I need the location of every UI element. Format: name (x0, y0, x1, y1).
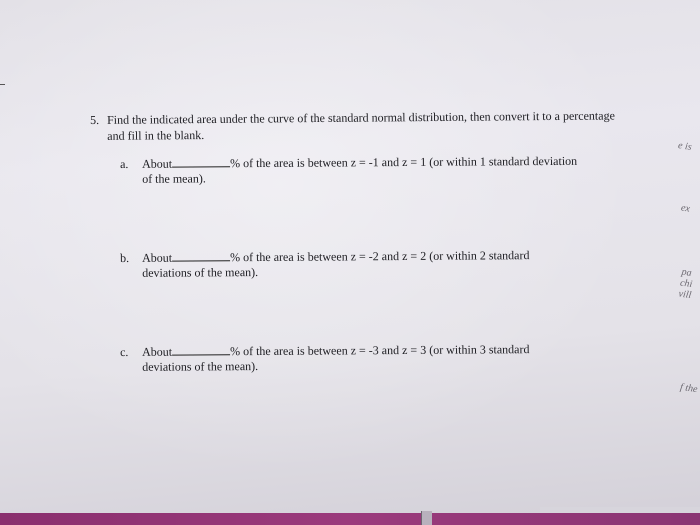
part-c (120, 340, 640, 375)
question-text: Find the indicated area under the curve of the standard normal distribution, then convert it to a percentage and fill in the blank. (107, 108, 615, 143)
part-prefix: About (142, 344, 173, 359)
desk-surface (0, 513, 700, 525)
part-text-line2: deviations of the mean). (142, 359, 259, 374)
next-page-fragment: e is (677, 140, 693, 153)
part-b (120, 246, 640, 281)
margin-tick (0, 84, 5, 85)
answer-blank-a[interactable] (172, 155, 230, 167)
binding-clip (421, 511, 432, 525)
part-label: c. (120, 344, 129, 359)
part-prefix: About (142, 156, 173, 171)
part-text-line2: deviations of the mean). (142, 265, 259, 280)
part-text: % of the area is between z = -3 and z = 3 (or within 3 standard (230, 342, 530, 359)
next-page-fragment: pa chi vill (677, 266, 693, 302)
part-text-line2: of the mean). (142, 171, 206, 186)
question-5 (90, 107, 630, 143)
answer-blank-c[interactable] (172, 343, 230, 355)
next-page-fragment: f the (679, 381, 699, 396)
part-label: b. (120, 250, 130, 265)
part-text: % of the area is between z = -2 and z = 2 (or within 2 standard (230, 248, 530, 265)
answer-blank-b[interactable] (172, 249, 230, 261)
question-number: 5. (90, 112, 100, 127)
part-text: % of the area is between z = -1 and z = 1 (or within 1 standard deviation (230, 153, 578, 171)
part-a (120, 152, 640, 187)
next-page-fragment: ex (680, 202, 691, 215)
part-prefix: About (142, 250, 173, 265)
part-label: a. (120, 156, 129, 171)
